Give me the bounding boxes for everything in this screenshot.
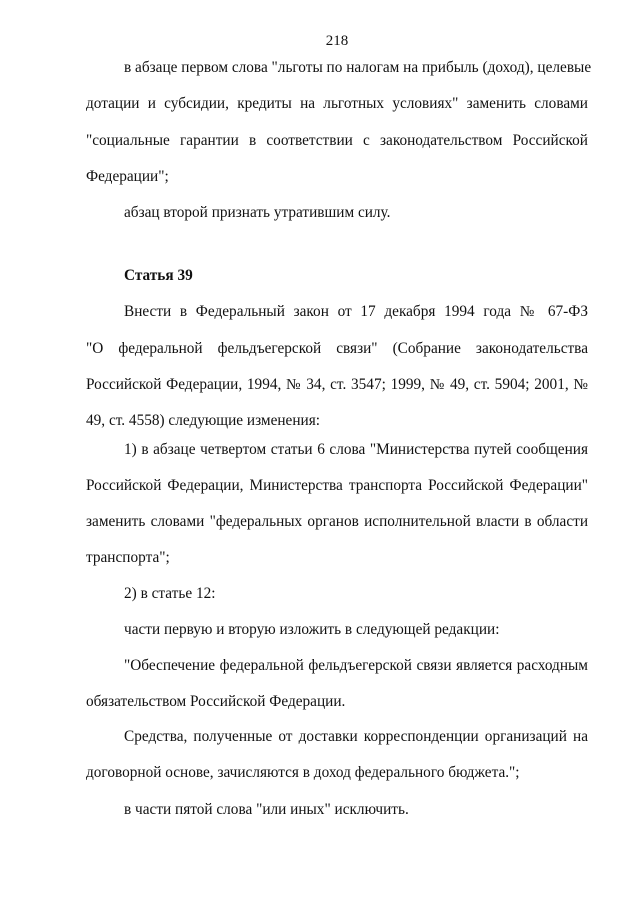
paragraph-line: Внести в Федеральный закон от 17 декабря 1994 года № 67-ФЗ [124, 303, 588, 320]
page-number: 218 [325, 33, 349, 49]
paragraph-line: обязательством Российской Федерации. [86, 693, 346, 710]
paragraph-line: абзац второй признать утратившим силу. [124, 204, 391, 221]
paragraph-line: Российской Федерации, 1994, № 34, ст. 3547; 1999, № 49, ст. 5904; 2001, № [86, 376, 588, 393]
paragraph-line: 49, ст. 4558) следующие изменения: [86, 412, 320, 429]
paragraph-line: Российской Федерации, Министерства транспорта Российской Федерации" [86, 477, 588, 494]
paragraph-line: 1) в абзаце четвертом статьи 6 слова "Министерства путей сообщения [124, 441, 588, 458]
paragraph-line: Федерации"; [86, 168, 169, 185]
paragraph-line: заменить словами "федеральных органов исполнительной власти в области [86, 513, 588, 530]
paragraph-line: Средства, полученные от доставки корреспонденции организаций на [124, 728, 588, 745]
paragraph-line: 2) в статье 12: [124, 585, 216, 602]
paragraph-line: договорной основе, зачисляются в доход федерального бюджета."; [86, 764, 520, 781]
paragraph-line: в части пятой слова "или иных" исключить. [124, 801, 409, 818]
paragraph-line: "Обеспечение федеральной фельдъегерской связи является расходным [124, 657, 588, 674]
paragraph-line: части первую и вторую изложить в следующей редакции: [124, 621, 500, 638]
paragraph-line: "О федеральной фельдъегерской связи" (Собрание законодательства [86, 340, 588, 357]
paragraph-line: дотации и субсидии, кредиты на льготных условиях" заменить словами [86, 95, 588, 112]
paragraph-line: транспорта"; [86, 549, 170, 566]
article-heading: Статья 39 [124, 267, 193, 284]
paragraph-line: в абзаце первом слова "льготы по налогам на прибыль (доход), целевые [124, 59, 592, 76]
paragraph-line: "социальные гарантии в соответствии с законодательством Российской [86, 132, 588, 149]
